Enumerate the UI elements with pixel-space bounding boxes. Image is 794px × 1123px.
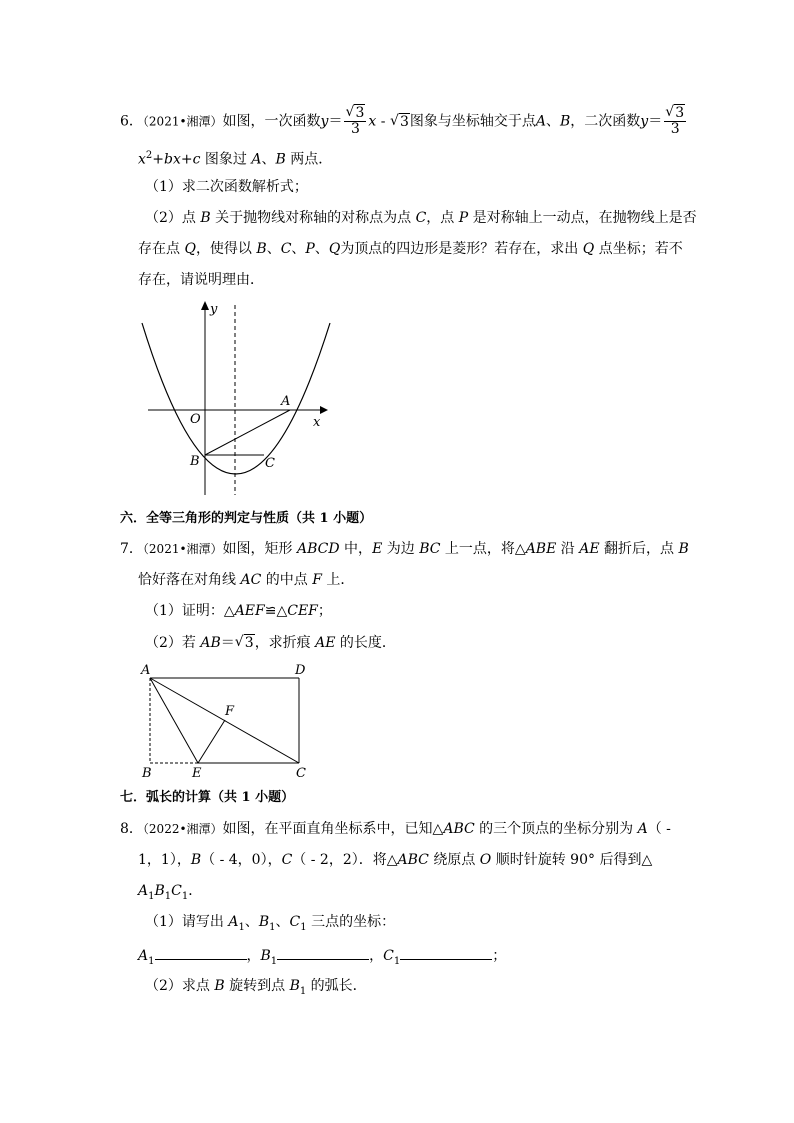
y-axis-arrow [201,301,209,310]
x-axis-arrow [320,406,328,414]
sqrt-3-q7: √ 3 [235,633,255,653]
q7-part-1: （1）证明：△AEF≌△CEF； [145,603,332,619]
answer-blank-a1[interactable] [155,945,247,960]
label-y: y [210,302,218,317]
section-6-heading: 六．全等三角形的判定与性质（共 1 小题） [120,511,373,526]
q8-answer-blanks: $A_1$ ，$B_1$ ，$C_1$ ； [138,945,506,972]
label-b: B [190,454,200,469]
label-c: C [296,766,306,781]
label-c: C [265,456,275,471]
q7-part-2: （2）若 AB＝√ 3，求折痕 AE 的长度． [145,633,396,653]
q8-part-2: （2）求点 B 旋转到点 $B_1$ 的弧长． [145,978,367,997]
q8-line-1: 8．（2022•湘潭）如图，在平面直角坐标系中，已知△ABC 的三个顶点的坐标分别为 A（ - [120,821,671,837]
q6-part-1: （1）求二次函数解析式； [145,179,308,195]
label-b: B [142,766,152,781]
label-e: E [192,766,202,781]
crease-ae [150,678,198,763]
answer-blank-b1[interactable] [277,945,369,960]
fraction-sqrt3-over-3-b: √ $\frac{3}{3}$ [664,106,686,137]
q6-part-2-line-2: 存在点 Q，使得以 B、C、P、Q为顶点的四边形是菱形？若存在，求出 Q 点坐标；若不 [138,241,683,257]
q6-part-2: （2）点 B 关于抛物线对称轴的对称点为点 C，点 P 是对称轴上一动点，在抛物线上是否 [145,210,697,226]
label-o: O [190,412,201,427]
sqrt-3: √ 3 [390,112,410,132]
parabola-figure [130,295,340,500]
label-a: A [141,663,151,678]
label-f: F [225,704,235,719]
section-7-heading: 七．弧长的计算（共 1 小题） [120,790,295,805]
parabola-curve [142,323,330,474]
q8-part-1: （1）请写出 $A_1$、$B_1$、$C_1$ 三点的坐标： [145,914,396,933]
segment-ab [205,410,290,455]
label-a: A [281,394,291,409]
answer-blank-c1[interactable] [400,945,492,960]
fraction-sqrt3-over-3: √ $\frac{3}{3}$ [344,106,366,137]
q7-line-1: 7．（2021•湘潭）如图，矩形 ABCD 中，E 为边 BC 上一点，将△ABE 沿 AE 翻折后，点 B [120,541,689,557]
label-x: x [313,415,321,430]
rectangle-fold-figure [135,660,320,782]
q7-line-2: 恰好落在对角线 AC 的中点 F 上． [138,572,355,588]
label-d: D [295,663,306,678]
q8-line-3: $A_1B_1C_1$． [138,883,203,902]
segment-ef [198,720,225,763]
q6-line-1: 6．（2021•湘潭）如图，一次函数y＝ √ $\frac{3}{3}$ x - √ 3图象与坐标轴交于点A、B，二次函数y＝ √ $\frac{3}{3}$ [120,106,688,137]
q6-line-2: $x^2+bx+c$ 图象过 A、B 两点． [138,150,333,168]
q6-part-2-line-3: 存在，请说明理由． [138,272,264,288]
q8-line-2: 1，1），B（ - 4，0），C（ - 2，2）．将△ABC 绕原点 O 顺时针旋转 90° 后得到△ [138,852,653,868]
